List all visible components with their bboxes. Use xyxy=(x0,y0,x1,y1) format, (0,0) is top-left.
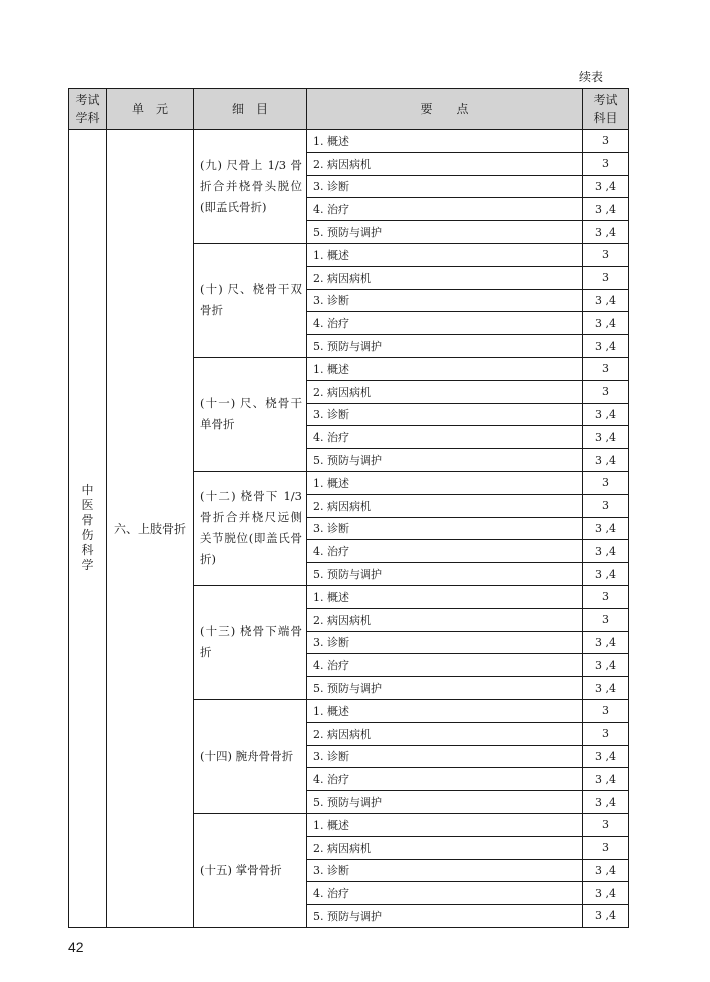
point-cell: 4. 治疗 xyxy=(307,426,583,449)
point-cell: 2. 病因病机 xyxy=(307,608,583,631)
item-cell: (九) 尺骨上 1/3 骨折合并桡骨头脱位(即孟氏骨折) xyxy=(194,130,307,244)
point-cell: 3. 诊断 xyxy=(307,631,583,654)
point-cell: 1. 概述 xyxy=(307,243,583,266)
exam-subject-cell: 3 ,4 xyxy=(583,403,629,426)
exam-subject-cell: 3 xyxy=(583,813,629,836)
item-cell: (十一) 尺、桡骨干单骨折 xyxy=(194,357,307,471)
exam-subject-cell: 3 ,4 xyxy=(583,859,629,882)
point-cell: 4. 治疗 xyxy=(307,198,583,221)
point-cell: 4. 治疗 xyxy=(307,540,583,563)
exam-subject-cell: 3 ,4 xyxy=(583,312,629,335)
exam-subject-cell: 3 ,4 xyxy=(583,677,629,700)
point-cell: 5. 预防与调护 xyxy=(307,563,583,586)
point-cell: 4. 治疗 xyxy=(307,768,583,791)
point-cell: 3. 诊断 xyxy=(307,403,583,426)
exam-subject-cell: 3 ,4 xyxy=(583,335,629,358)
exam-subject-cell: 3 xyxy=(583,699,629,722)
unit-cell: 六、上肢骨折 xyxy=(107,130,194,928)
point-cell: 5. 预防与调护 xyxy=(307,221,583,244)
exam-subject-cell: 3 ,4 xyxy=(583,631,629,654)
header-row xyxy=(69,89,629,130)
point-cell: 5. 预防与调护 xyxy=(307,677,583,700)
exam-subject-cell: 3 ,4 xyxy=(583,540,629,563)
continued-label: 续表 xyxy=(579,70,604,84)
point-cell: 3. 诊断 xyxy=(307,175,583,198)
header-subject: 考试 学科 xyxy=(69,89,107,130)
exam-subject-cell: 3 xyxy=(583,836,629,859)
subject-cell xyxy=(69,130,107,928)
exam-subject-cell: 3 ,4 xyxy=(583,882,629,905)
exam-subject-cell: 3 ,4 xyxy=(583,289,629,312)
exam-subject-cell: 3 xyxy=(583,494,629,517)
item-cell: (十四) 腕舟骨骨折 xyxy=(194,699,307,813)
exam-subject-cell: 3 ,4 xyxy=(583,905,629,928)
exam-subject-cell: 3 ,4 xyxy=(583,791,629,814)
point-cell: 4. 治疗 xyxy=(307,882,583,905)
exam-subject-cell: 3 ,4 xyxy=(583,175,629,198)
point-cell: 1. 概述 xyxy=(307,813,583,836)
point-cell: 2. 病因病机 xyxy=(307,722,583,745)
item-cell: (十二) 桡骨下 1/3 骨折合并桡尺远侧关节脱位(即盖氏骨折) xyxy=(194,471,307,585)
point-cell: 3. 诊断 xyxy=(307,289,583,312)
point-cell: 5. 预防与调护 xyxy=(307,791,583,814)
exam-subject-cell: 3 ,4 xyxy=(583,654,629,677)
item-cell: (十三) 桡骨下端骨折 xyxy=(194,585,307,699)
exam-subject-cell: 3 xyxy=(583,471,629,494)
point-cell: 4. 治疗 xyxy=(307,654,583,677)
point-cell: 1. 概述 xyxy=(307,699,583,722)
point-cell: 2. 病因病机 xyxy=(307,380,583,403)
table-row xyxy=(69,130,629,153)
header-point: 要 点 xyxy=(307,89,583,130)
point-cell: 4. 治疗 xyxy=(307,312,583,335)
page-number: 42 xyxy=(68,939,84,955)
point-cell: 1. 概述 xyxy=(307,585,583,608)
point-cell: 3. 诊断 xyxy=(307,517,583,540)
point-cell: 3. 诊断 xyxy=(307,859,583,882)
exam-subject-cell: 3 ,4 xyxy=(583,449,629,472)
exam-subject-cell: 3 ,4 xyxy=(583,517,629,540)
point-cell: 2. 病因病机 xyxy=(307,836,583,859)
header-unit: 单 元 xyxy=(107,89,194,130)
item-cell: (十) 尺、桡骨干双骨折 xyxy=(194,243,307,357)
exam-subject-cell: 3 xyxy=(583,608,629,631)
exam-subject-cell: 3 ,4 xyxy=(583,198,629,221)
exam-subject-cell: 3 xyxy=(583,130,629,153)
point-cell: 1. 概述 xyxy=(307,471,583,494)
exam-subject-cell: 3 ,4 xyxy=(583,221,629,244)
exam-subject-cell: 3 xyxy=(583,152,629,175)
point-cell: 2. 病因病机 xyxy=(307,266,583,289)
header-item: 细 目 xyxy=(194,89,307,130)
point-cell: 1. 概述 xyxy=(307,130,583,153)
item-cell: (十五) 掌骨骨折 xyxy=(194,813,307,927)
point-cell: 2. 病因病机 xyxy=(307,152,583,175)
exam-subject-cell: 3 xyxy=(583,357,629,380)
exam-subject-cell: 3 ,4 xyxy=(583,745,629,768)
exam-subject-cell: 3 ,4 xyxy=(583,768,629,791)
point-cell: 5. 预防与调护 xyxy=(307,335,583,358)
exam-subject-cell: 3 xyxy=(583,243,629,266)
header-exam: 考试 科目 xyxy=(583,89,629,130)
point-cell: 2. 病因病机 xyxy=(307,494,583,517)
exam-subject-cell: 3 xyxy=(583,585,629,608)
point-cell: 3. 诊断 xyxy=(307,745,583,768)
table-body xyxy=(69,130,629,928)
exam-subject-cell: 3 xyxy=(583,266,629,289)
exam-subject-cell: 3 ,4 xyxy=(583,563,629,586)
syllabus-table xyxy=(68,88,629,928)
subject-label: 中医骨伤科学 xyxy=(81,483,94,573)
exam-subject-cell: 3 xyxy=(583,722,629,745)
point-cell: 1. 概述 xyxy=(307,357,583,380)
point-cell: 5. 预防与调护 xyxy=(307,905,583,928)
exam-subject-cell: 3 xyxy=(583,380,629,403)
exam-subject-cell: 3 ,4 xyxy=(583,426,629,449)
point-cell: 5. 预防与调护 xyxy=(307,449,583,472)
